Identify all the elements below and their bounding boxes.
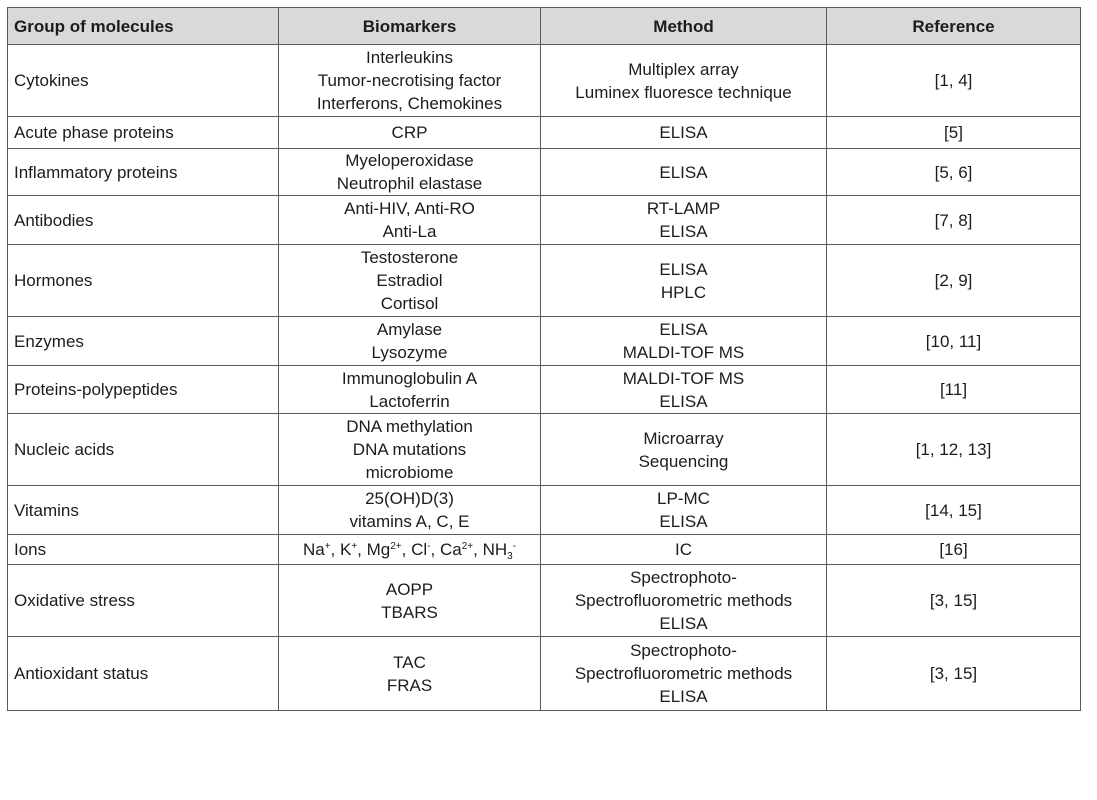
ion-symbol: Mg (366, 540, 391, 559)
biomarkers-cell (279, 149, 541, 196)
table-row (8, 317, 1081, 366)
group-label: Oxidative stress (14, 591, 135, 610)
reference-cell (827, 196, 1081, 245)
group-cell (8, 486, 279, 535)
method-item: ELISA (659, 391, 708, 411)
method-item: ELISA (659, 259, 708, 279)
biomarker-item: Estradiol (376, 271, 443, 290)
biomarker-item: AOPP (385, 579, 434, 599)
group-cell (8, 245, 279, 317)
table-body (8, 45, 1081, 711)
biomarker-item: Anti-HIV, Anti-RO (344, 199, 475, 218)
biomarker-item: TBARS (381, 602, 438, 622)
method-item: Spectrophoto- (630, 641, 737, 660)
ions-list (285, 538, 534, 561)
group-label: Antibodies (14, 210, 94, 230)
reference-label: [2, 9] (934, 271, 973, 290)
table-row (8, 245, 1081, 317)
biomarker-item: Myeloperoxidase (345, 151, 474, 170)
biomarker-item: Interleukins (366, 48, 453, 67)
reference-label: [11] (939, 380, 968, 399)
method-item: ELISA (659, 222, 708, 241)
table-row (8, 45, 1081, 117)
method-item: MALDI-TOF MS (622, 343, 745, 362)
reference-label: [7, 8] (934, 210, 973, 230)
ion-symbol: K (339, 540, 352, 559)
ion-charge: - (427, 541, 431, 552)
method-item: Multiplex array (628, 59, 739, 79)
reference-cell (827, 45, 1081, 117)
ion-separator: , (430, 540, 440, 559)
method-item: HPLC (660, 282, 707, 302)
biomarkers-cell (279, 45, 541, 117)
biomarkers-cell (279, 196, 541, 245)
table-row (8, 565, 1081, 637)
ion-symbol: Na (302, 540, 325, 559)
method-cell (541, 637, 827, 711)
biomarker-item: Anti-La (382, 222, 437, 241)
group-label: Acute phase proteins (14, 123, 174, 142)
reference-label: [5] (944, 123, 963, 142)
table-row (8, 366, 1081, 414)
reference-label: [5, 6] (934, 162, 973, 182)
method-cell (541, 535, 827, 565)
method-cell (541, 196, 827, 245)
group-label: Nucleic acids (14, 440, 115, 459)
group-cell (8, 565, 279, 637)
reference-label: [3, 15] (929, 664, 978, 683)
table-row (8, 149, 1081, 196)
reference-cell (827, 565, 1081, 637)
biomarkers-cell (279, 535, 541, 565)
method-cell (541, 149, 827, 196)
ion-separator: , (473, 540, 483, 559)
group-label: Vitamins (14, 500, 79, 520)
reference-cell (827, 149, 1081, 196)
biomarker-item: TAC (393, 652, 426, 672)
reference-label: [1, 4] (934, 71, 973, 90)
ion-charge: + (351, 541, 358, 552)
group-cell (8, 149, 279, 196)
method-cell (541, 486, 827, 535)
header-reference: Reference (827, 8, 1081, 45)
biomarker-item: Amylase (376, 320, 443, 339)
reference-cell (827, 245, 1081, 317)
method-cell (541, 317, 827, 366)
biomarker-item: FRAS (386, 675, 433, 695)
reference-cell (827, 317, 1081, 366)
reference-label: [16] (939, 540, 968, 559)
biomarker-item: DNA mutations (352, 440, 467, 459)
biomarker-table-container (7, 7, 1080, 711)
method-item: Sequencing (638, 451, 729, 471)
group-label: Proteins-polypeptides (14, 380, 178, 399)
biomarkers-cell (279, 317, 541, 366)
table-row (8, 414, 1081, 486)
biomarkers-cell (279, 245, 541, 317)
reference-cell (827, 535, 1081, 565)
biomarkers-cell (279, 565, 541, 637)
ion-symbol: Ca (439, 540, 462, 559)
method-cell (541, 245, 827, 317)
ion-separator: , (401, 540, 412, 559)
method-item: ELISA (659, 123, 708, 142)
method-item: ELISA (659, 614, 708, 633)
method-item: Luminex fluoresce technique (575, 82, 792, 102)
biomarker-item: Cortisol (380, 294, 439, 313)
method-item: MALDI-TOF MS (622, 368, 745, 388)
biomarker-table (7, 7, 1081, 711)
method-item: Spectrophoto- (630, 568, 737, 587)
reference-cell (827, 486, 1081, 535)
method-item: ELISA (659, 512, 708, 531)
reference-cell (827, 366, 1081, 414)
group-cell (8, 45, 279, 117)
biomarker-item: DNA methylation (346, 417, 473, 436)
biomarker-item: Lysozyme (371, 343, 448, 362)
method-item: Microarray (643, 428, 724, 448)
biomarker-item: Neutrophil elastase (336, 174, 483, 193)
group-cell (8, 317, 279, 366)
reference-label: [3, 15] (929, 591, 978, 610)
table-row (8, 196, 1081, 245)
reference-cell (827, 117, 1081, 149)
table-header-row (8, 8, 1081, 45)
method-item: IC (675, 540, 692, 559)
biomarkers-cell (279, 486, 541, 535)
biomarker-item: Interferons, Chemokines (316, 94, 503, 113)
biomarkers-cell (279, 117, 541, 149)
biomarker-item: Lactoferrin (369, 391, 450, 411)
ion-charge: + (324, 541, 331, 552)
biomarkers-cell (279, 414, 541, 486)
ion-separator: , (330, 540, 340, 559)
method-item: RT-LAMP (646, 199, 721, 218)
biomarkers-cell (279, 366, 541, 414)
ion-symbol: Cl (411, 540, 428, 559)
group-cell (8, 535, 279, 565)
biomarker-item: 25(OH)D(3) (365, 489, 454, 508)
table-row (8, 637, 1081, 711)
method-item: ELISA (659, 320, 708, 339)
ion-charge: 2+ (461, 541, 474, 552)
group-cell (8, 117, 279, 149)
biomarker-item: Immunoglobulin A (341, 368, 478, 388)
table-row (8, 117, 1081, 149)
header-biomarkers: Biomarkers (279, 8, 541, 45)
method-item: ELISA (659, 162, 708, 182)
method-cell (541, 414, 827, 486)
table-row (8, 486, 1081, 535)
group-cell (8, 637, 279, 711)
ion-charge: - (512, 541, 517, 552)
biomarker-item: Testosterone (360, 248, 459, 267)
method-cell (541, 565, 827, 637)
biomarker-item: vitamins A, C, E (349, 512, 470, 531)
method-item: LP-MC (657, 489, 710, 508)
method-cell (541, 117, 827, 149)
group-label: Enzymes (14, 331, 84, 351)
biomarker-item: CRP (391, 123, 428, 142)
group-label: Inflammatory proteins (14, 162, 178, 182)
header-group: Group of molecules (8, 8, 279, 45)
ion-separator: , (357, 540, 367, 559)
biomarker-item: microbiome (365, 463, 454, 482)
ion-symbol: NH (482, 540, 508, 559)
method-cell (541, 366, 827, 414)
group-cell (8, 196, 279, 245)
reference-cell (827, 414, 1081, 486)
method-item: Spectrofluorometric methods (574, 664, 793, 683)
method-item: ELISA (659, 687, 708, 706)
group-label: Ions (14, 540, 47, 559)
group-label: Cytokines (14, 71, 89, 90)
group-cell (8, 414, 279, 486)
table-row (8, 535, 1081, 565)
group-cell (8, 366, 279, 414)
header-method: Method (541, 8, 827, 45)
reference-cell (827, 637, 1081, 711)
reference-label: [10, 11] (925, 331, 982, 351)
ion-charge: 2+ (390, 541, 402, 552)
biomarkers-cell (279, 637, 541, 711)
reference-label: [1, 12, 13] (915, 440, 992, 459)
method-item: Spectrofluorometric methods (574, 591, 793, 610)
method-cell (541, 45, 827, 117)
reference-label: [14, 15] (925, 500, 982, 520)
ion-subscript: 3 (507, 551, 513, 562)
biomarker-item: Tumor-necrotising factor (317, 71, 502, 90)
group-label: Hormones (14, 271, 93, 290)
group-label: Antioxidant status (14, 664, 149, 683)
